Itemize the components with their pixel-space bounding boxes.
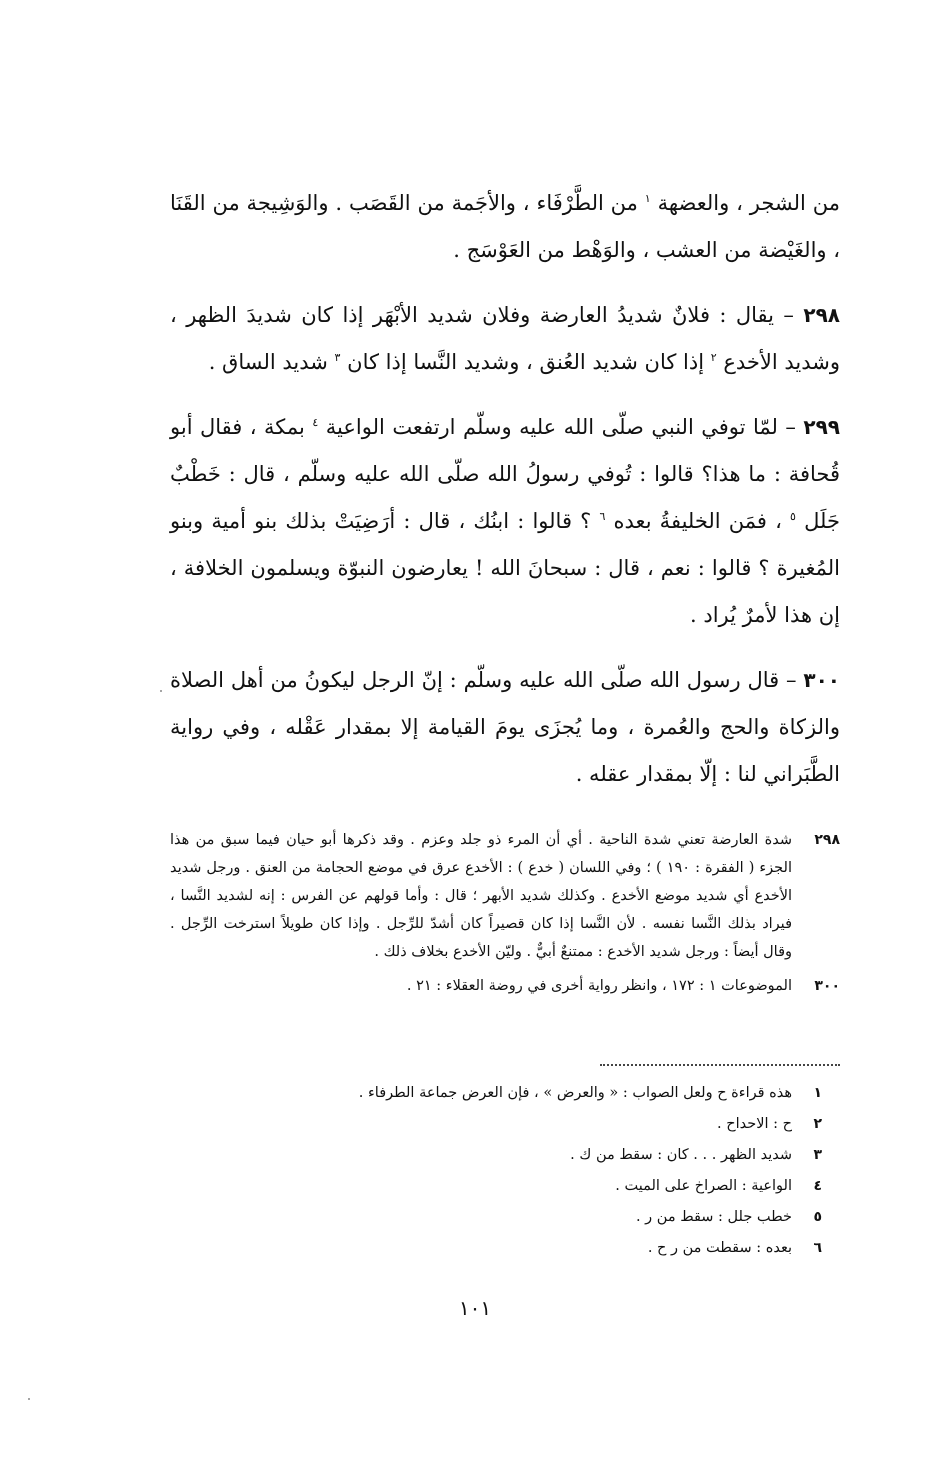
footnote-number: ١ (813, 1085, 822, 1101)
footnote-text: هذه قراءة ح ولعل الصواب : « والعرض » ، فإن العرض جماعة الطرفاء . (358, 1085, 792, 1101)
footnote-number: ٥ (813, 1209, 822, 1225)
paragraph-number: ٢٩٩ (803, 415, 840, 439)
footnote-ref: ٢ (710, 351, 717, 364)
footnote-ref: ٣ (334, 351, 341, 364)
footnote-5 (170, 1202, 840, 1233)
footnote-1 (170, 1078, 840, 1109)
footnote-text: الواعية : الصراخ على الميت . (615, 1178, 792, 1194)
scan-speck (160, 690, 162, 692)
footnote-ref: ١ (644, 192, 651, 205)
paragraph-298 (170, 292, 840, 386)
footnote-4 (170, 1171, 840, 1202)
footnote-number: ٤ (813, 1178, 822, 1194)
scan-speck (28, 1398, 30, 1400)
footnote-text: خطب جلل : سقط من ر . (635, 1209, 792, 1225)
paragraph-text: بمكة ، فقال أبو قُحافة : ما هذا؟ قالوا : تُوفي رسولُ الله صلّى الله عليه وسلّم ، قال : خَطْبٌ جَلَل (170, 415, 840, 533)
paragraph-number: ٢٩٨ (803, 303, 840, 327)
commentary-number: ٢٩٨ (814, 832, 840, 848)
commentary-text: الموضوعات ١ : ١٧٢ ، وانظر رواية أخرى في روضة العقلاء : ٢١ . (406, 978, 792, 994)
commentary-entry-298 (170, 826, 840, 966)
footnote-text: شديد الظهر . . . كان : سقط من ك . (570, 1147, 792, 1163)
paragraph-text: – قال رسول الله صلّى الله عليه وسلّم : إنّ الرجل ليكونُ من أهل الصلاة والزكاة والحج والعُمرة ، وما يُجزَى يومَ القيامة إلا بمقدار عَقْله ، وفي رواية الطَّبَراني لنا : إلّا بمقدار عقله . (170, 668, 840, 786)
footnote-3 (170, 1140, 840, 1171)
footnote-number: ٣ (813, 1147, 822, 1163)
footnote-2 (170, 1109, 840, 1140)
commentary-text: شدة العارضة تعني شدة الناحية . أي أن المرء ذو جلد وعزم . وقد ذكرها أبو حيان فيما سبق من هذا الجزء ( الفقرة : ١٩٠ ) ؛ وفي اللسان ( خدع ) : الأخدع عرق في موضع الحجامة من العنق . ورجل شديد الأخدع أي شديد موضع الأخدع . وكذلك شديد الأبهر ؛ قال : وأما قولهم عن الفرس : إنه لشديد النَّسا ، فيراد بذلك النَّسا نفسه . لأن النَّسا إذا كان قصيراً كان أشدّ للرِّجل . وإذا كان طويلاً استرخت الرِّجل . وقال أيضاً : ورجل شديد الأخدع : ممتنعٌ أبيٌّ . وليّن الأخدع بخلاف ذلك . (170, 832, 792, 960)
commentary-number: ٣٠٠ (814, 978, 840, 994)
paragraph-text: – لمّا توفي النبي صلّى الله عليه وسلّم ارتفعت الواعية (325, 415, 796, 439)
footnote-divider (600, 1064, 840, 1066)
paragraph-299 (170, 404, 840, 639)
commentary-notes (170, 826, 840, 1006)
paragraph-text: ؟ قالوا : ابنُك ، قال : أرَضِيَتْ بذلك بنو أمية وبنو المُغيرة ؟ قالوا : نعم ، قال : سبحانَ الله ! يعارضون النبوّة ويسلمون الخلافة ، إن هذا لأمرٌ يُراد . (170, 509, 840, 627)
footnote-number: ٢ (813, 1116, 822, 1132)
paragraph-number: ٣٠٠ (803, 668, 840, 692)
footnote-ref: ٥ (790, 510, 796, 523)
commentary-entry-300 (170, 972, 840, 1000)
footnote-text: بعده : سقطت من ر ح . (647, 1240, 792, 1256)
footnote-number: ٦ (813, 1240, 822, 1256)
footnote-text: ح : الاحداح . (717, 1116, 792, 1132)
paragraph-continuation (170, 180, 840, 274)
footnote-ref: ٤ (312, 416, 319, 429)
paragraph-text: من الشجر ، والعضهة (657, 191, 840, 215)
footnote-ref: ٦ (599, 510, 606, 523)
paragraph-text: من الطَّرْفَاء ، والأجَمة من القَصَب . والوَشِيجة من القَنَا ، والغَيْضة من العشب ، والوَهْط من العَوْسَج . (170, 191, 840, 262)
paragraph-text: – يقال : فلانٌ شديدُ العارضة وفلان شديد الأبْهَر إذا كان شديدَ الظهر ، وشديد الأخدع (170, 303, 840, 374)
main-text (170, 180, 840, 816)
paragraph-300 (170, 657, 840, 798)
paragraph-text: شديد الساق . (208, 350, 328, 374)
paragraph-text: إذا كان شديد العُنق ، وشديد النَّسا إذا كان (347, 350, 705, 374)
footnote-6 (170, 1233, 840, 1264)
page-number: ١٠١ (458, 1296, 492, 1320)
paragraph-text: ، فمَن الخليفةُ بعده (613, 509, 782, 533)
footnotes (170, 1078, 840, 1264)
